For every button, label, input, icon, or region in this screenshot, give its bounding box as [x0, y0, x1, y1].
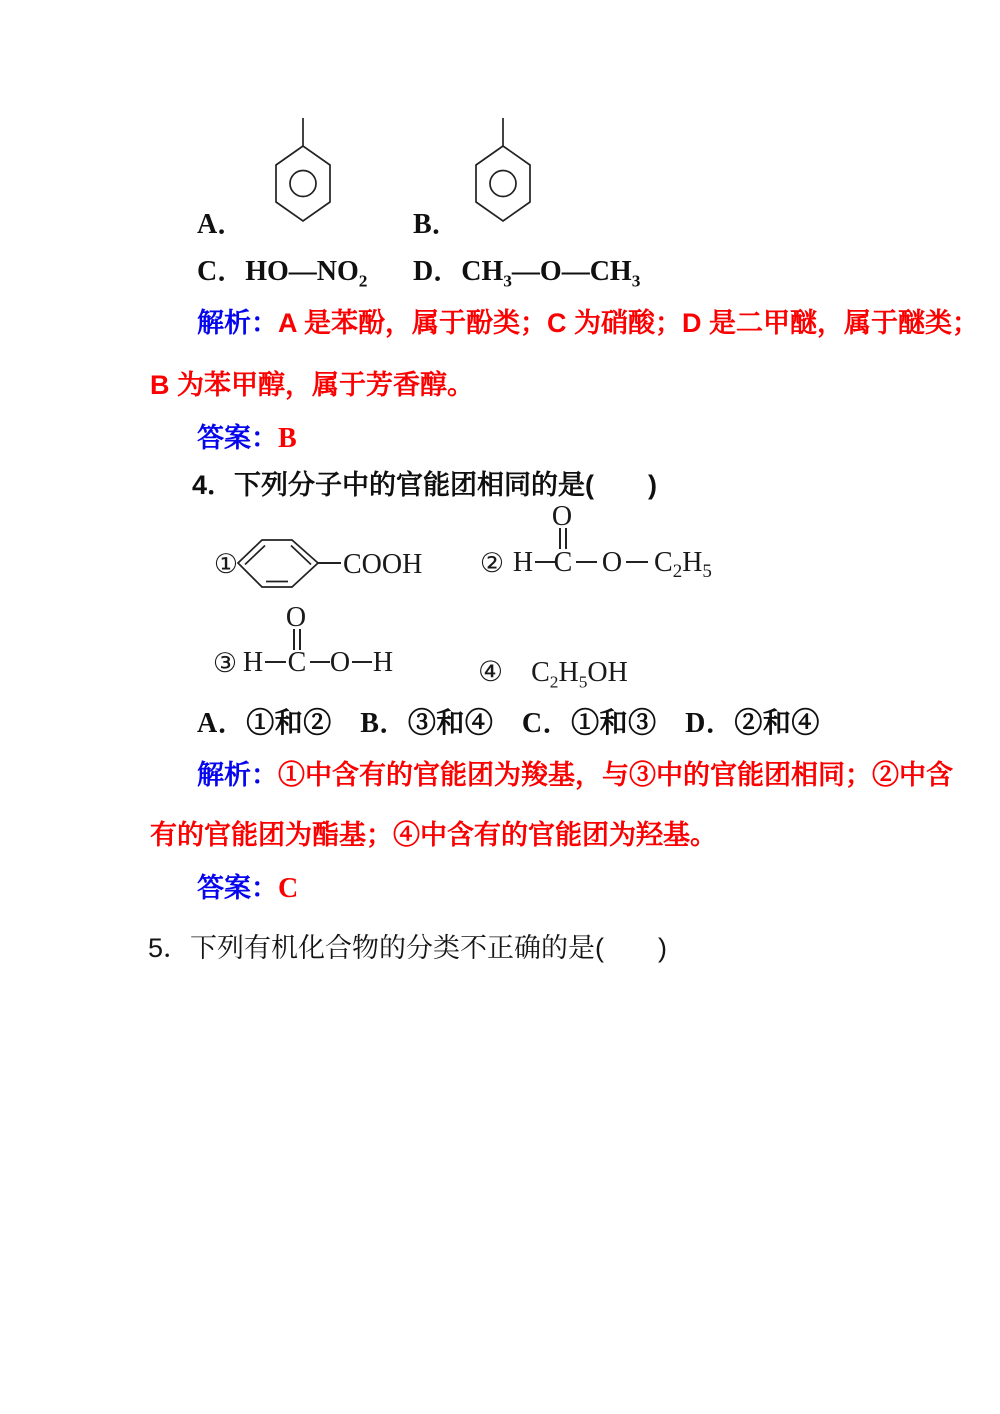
o-atom: O: [601, 547, 623, 578]
analysis-label-q4: 解析：: [197, 760, 278, 790]
double-bond-inner: [245, 546, 265, 565]
benzene-structure-a: [272, 116, 334, 228]
analysis-text-q3-line1: A 是苯酚，属于酚类；C 为硝酸；D 是二甲醚，属于醚类；: [278, 308, 979, 338]
answer-label-q3: 答案：: [197, 423, 278, 453]
aromatic-circle: [490, 171, 516, 197]
analysis-text-q3-line2: B 为苯甲醇，属于芳香醇。: [150, 370, 474, 400]
benzene-structure-b: [472, 116, 534, 228]
answer-value-q3: B: [278, 423, 297, 454]
question-5-title: 5．下列有机化合物的分类不正确的是( ): [148, 933, 667, 963]
carbonyl-o-atom: O: [285, 602, 307, 633]
option-b-label: B．: [413, 209, 460, 240]
structure-2-ethyl-formate: [462, 498, 752, 583]
carbonyl-o-atom: O: [551, 501, 573, 532]
structure-3-number: ③: [212, 648, 238, 678]
h-atom: H: [242, 647, 264, 678]
aromatic-circle: [290, 171, 316, 197]
question-4-title: 4．下列分子中的官能团相同的是( ): [192, 470, 657, 500]
analysis-text-q4-line2: 有的官能团为酯基；④中含有的官能团为羟基。: [150, 820, 717, 850]
option-a-label: A．: [197, 209, 246, 240]
structure-3-formic-acid: [200, 598, 490, 686]
benzene-ring-kekule: [238, 540, 318, 587]
answer-q3: [197, 416, 297, 455]
answer-value-q4: C: [278, 873, 299, 904]
option-c-formula: C．$HO—NO_2$: [197, 256, 368, 291]
analysis-label-q3: 解析：: [197, 308, 278, 338]
c-atom: C: [287, 647, 307, 678]
h-atom: H: [372, 647, 394, 678]
benzene-ring: [276, 146, 330, 221]
ethyl-group-label: $C_2H_5$: [654, 547, 712, 582]
structure-1-number: ①: [213, 549, 239, 579]
carboxyl-group-label: COOH: [343, 549, 423, 580]
h-atom: H: [512, 547, 534, 578]
analysis-q4-line1: [197, 753, 953, 792]
answer-q4: [197, 866, 298, 905]
c-atom: C: [553, 547, 573, 578]
analysis-text-q4-line1: ①中含有的官能团为羧基，与③中的官能团相同；②中含: [278, 760, 953, 790]
benzene-ring: [476, 146, 530, 221]
question-4-options: A．①和② B．③和④ C．①和③ D．②和④: [197, 708, 820, 739]
option-d-formula: D．$CH_3—O—CH_3$: [413, 256, 641, 291]
analysis-q3-line1: [197, 301, 979, 340]
structure-2-number: ②: [479, 548, 505, 578]
o-atom: O: [329, 647, 351, 678]
structure-4-ethanol: ④ $C_2H_5OH$: [478, 657, 628, 692]
answer-label-q4: 答案：: [197, 873, 278, 903]
